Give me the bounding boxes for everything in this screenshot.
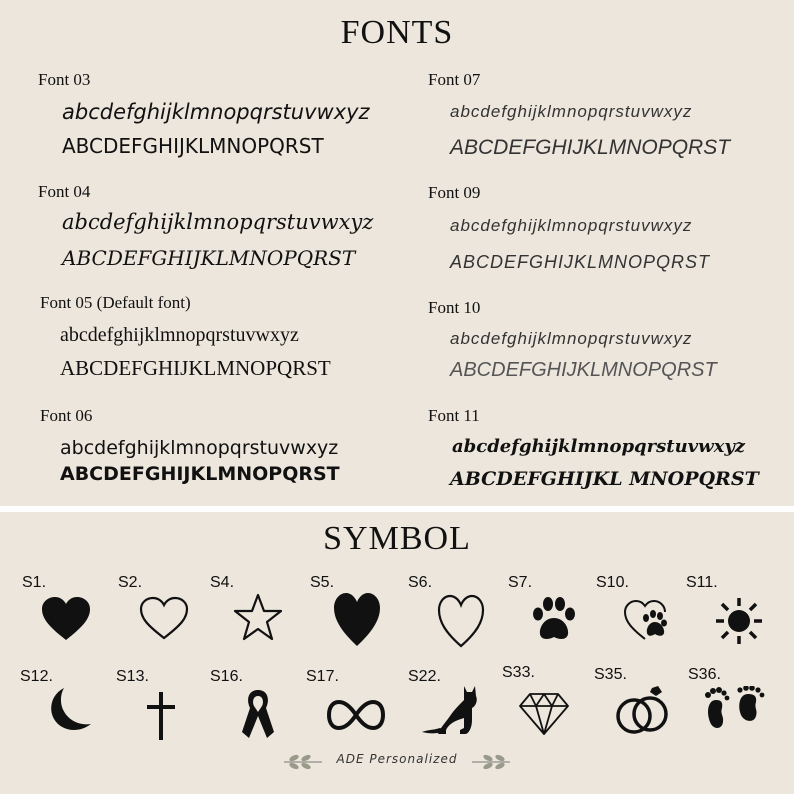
symbol-code: S7. <box>508 574 533 591</box>
paw-icon <box>530 596 578 642</box>
symbol-code: S11. <box>686 574 718 591</box>
symbol-code: S17. <box>306 668 339 685</box>
symbol-code: S10. <box>596 574 629 591</box>
font-06-uppercase: ABCDEFGHIJKLMNOPQRST <box>60 463 340 485</box>
font-09-uppercase: ABCDEFGHIJKLMNOPQRST <box>450 252 711 272</box>
font-10-label: Font 10 <box>428 298 481 317</box>
font-05-label: Font 05 (Default font) <box>40 293 191 312</box>
ribbon-icon <box>238 688 278 740</box>
symbol-code: S2. <box>118 574 143 591</box>
symbol-code: S12. <box>20 668 53 685</box>
font-04-label: Font 04 <box>38 182 91 201</box>
symbol-code: S22. <box>408 668 441 685</box>
brand-name: ADE Personalized <box>336 752 458 766</box>
font-03-label: Font 03 <box>38 70 91 89</box>
font-11-lowercase: abcdefghijklmnopqrstuvwxyz <box>452 436 746 457</box>
symbol-code: S33. <box>502 664 535 681</box>
font-06-lowercase: abcdefghijklmnopqrstuvwxyz <box>60 437 339 459</box>
font-05-lowercase: abcdefghijklmnopqrstuvwxyz <box>60 324 299 346</box>
heart-tall-outline-icon <box>436 594 486 650</box>
infinity-icon <box>326 698 386 732</box>
symbol-code: S13. <box>116 668 149 685</box>
font-10-uppercase: ABCDEFGHIJKLMNOPQRST <box>450 359 717 381</box>
sun-icon <box>714 596 764 646</box>
symbol-title: SYMBOL <box>323 520 471 557</box>
font-11-label: Font 11 <box>428 406 480 425</box>
right-leaf-icon <box>470 752 512 772</box>
symbol-code: S35. <box>594 666 627 683</box>
font-09-lowercase: abcdefghijklmnopqrstuvwxyz <box>450 216 693 235</box>
font-10-lowercase: abcdefghijklmnopqrstuvwxyz <box>450 329 693 348</box>
symbol-code: S1. <box>22 574 47 591</box>
rings-icon <box>612 684 672 736</box>
moon-icon <box>46 686 94 734</box>
font-03-lowercase: abcdefghijklmnopqrstuvwxyz <box>62 100 370 124</box>
heart-outline-icon <box>138 596 190 642</box>
font-05-uppercase: ABCDEFGHIJKLMNOPQRST <box>60 356 331 380</box>
symbol-code: S4. <box>210 574 235 591</box>
font-04-uppercase: ABCDEFGHIJKLMNOPQRST <box>62 246 356 270</box>
font-03-uppercase: ABCDEFGHIJKLMNOPQRST <box>62 134 324 158</box>
font-04-lowercase: abcdefghijklmnopqrstuvwxyz <box>62 210 374 234</box>
font-06-label: Font 06 <box>40 406 93 425</box>
heart-paw-icon <box>622 598 668 642</box>
font-07-label: Font 07 <box>428 70 481 89</box>
symbol-code: S36. <box>688 666 721 683</box>
diamond-icon <box>518 692 570 736</box>
font-07-uppercase: ABCDEFGHIJKLMNOPQRST <box>450 136 731 159</box>
font-11-uppercase: ABCDEFGHIJKL MNOPQRST <box>450 468 759 490</box>
footprints-icon <box>702 686 766 734</box>
heart-filled-icon <box>40 596 92 642</box>
symbol-code: S6. <box>408 574 433 591</box>
font-09-label: Font 09 <box>428 183 481 202</box>
heart-tall-filled-icon <box>332 592 382 648</box>
cross-icon <box>144 690 178 742</box>
star-outline-icon <box>232 592 284 642</box>
symbol-code: S5. <box>310 574 335 591</box>
font-07-lowercase: abcdefghijklmnopqrstuvwxyz <box>450 102 693 121</box>
cat-icon <box>420 684 482 736</box>
symbol-code: S16. <box>210 668 243 685</box>
fonts-title: FONTS <box>340 14 454 51</box>
